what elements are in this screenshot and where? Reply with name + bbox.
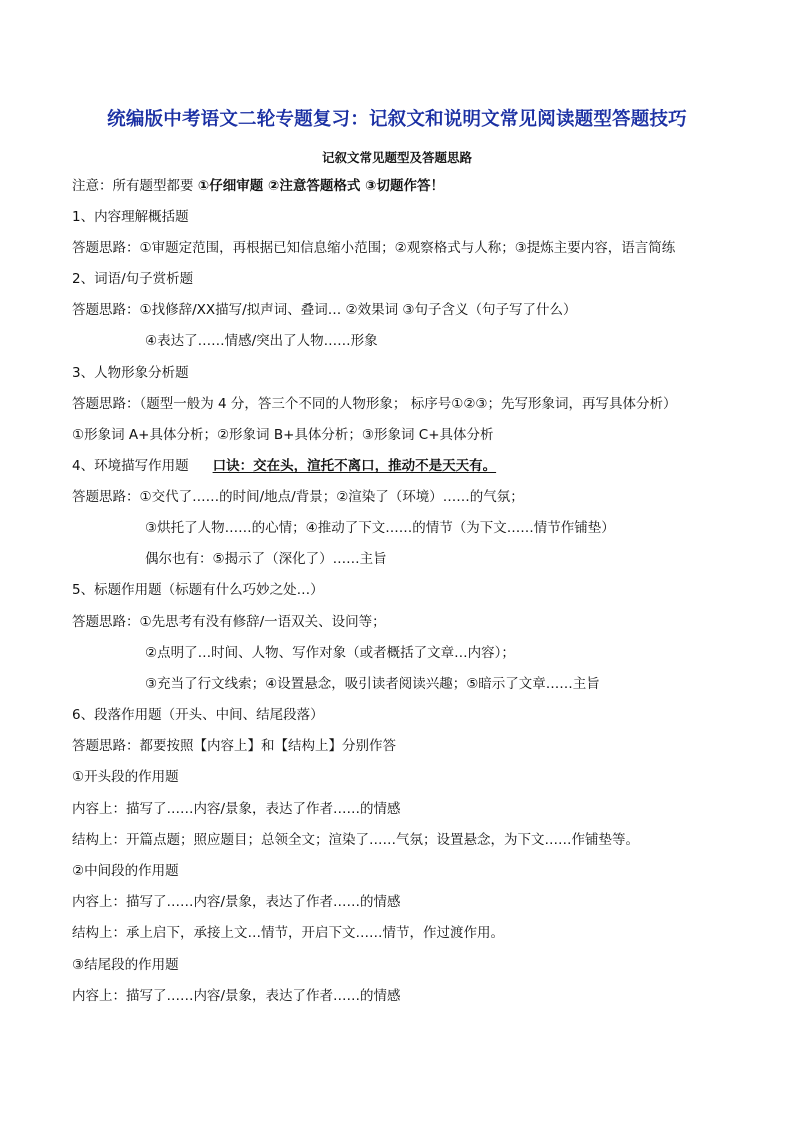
mnemonic: 口诀：交在头，渲托不离口，推动不是天天有。 bbox=[212, 458, 497, 474]
heading-3: 3、人物形象分析题 bbox=[72, 365, 189, 381]
note-line bbox=[72, 177, 444, 195]
answer-5c: ③充当了行文线索；④设置悬念，吸引读者阅读兴趣；⑤暗示了文章……主旨 bbox=[145, 676, 600, 692]
answer-2a: 答题思路：①找修辞/XX描写/拟声词、叠词… ②效果词 ③句子含义（句子写了什么） bbox=[72, 302, 577, 318]
answer-1: 答题思路：①审题定范围，再根据已知信息缩小范围；②观察格式与人称；③提炼主要内容，语言简练 bbox=[72, 240, 676, 256]
middle-heading: ②中间段的作用题 bbox=[72, 863, 179, 879]
heading-4-line bbox=[72, 457, 496, 475]
section-subtitle: 记叙文常见题型及答题思路 bbox=[321, 150, 472, 165]
answer-5a: 答题思路：①先思考有没有修辞/一语双关、设问等； bbox=[72, 614, 386, 630]
answer-6: 答题思路：都要按照【内容上】和【结构上】分别作答 bbox=[72, 738, 396, 754]
ending-heading: ③结尾段的作用题 bbox=[72, 957, 179, 973]
note-prefix: 注意：所有题型都要 bbox=[72, 178, 198, 194]
opening-content: 内容上：描写了……内容/景象，表达了作者……的情感 bbox=[72, 801, 401, 817]
heading-4: 4、环境描写作用题 bbox=[72, 458, 189, 474]
answer-2b: ④表达了……情感/突出了人物……形象 bbox=[145, 333, 378, 349]
ending-content: 内容上：描写了……内容/景象，表达了作者……的情感 bbox=[72, 988, 401, 1004]
opening-heading: ①开头段的作用题 bbox=[72, 769, 179, 785]
heading-5: 5、标题作用题（标题有什么巧妙之处…） bbox=[72, 582, 324, 598]
heading-2: 2、词语/句子赏析题 bbox=[72, 271, 194, 287]
answer-4c: 偶尔也有：⑤揭示了（深化了）……主旨 bbox=[145, 551, 387, 567]
middle-structure: 结构上：承上启下，承接上文…情节，开启下文……情节，作过渡作用。 bbox=[72, 925, 504, 941]
document-title: 统编版中考语文二轮专题复习：记叙文和说明文常见阅读题型答题技巧 bbox=[107, 109, 687, 130]
heading-6: 6、段落作用题（开头、中间、结尾段落） bbox=[72, 707, 324, 723]
answer-4b: ③烘托了人物……的心情；④推动了下文……的情节（为下文……情节作铺垫） bbox=[145, 520, 615, 536]
answer-4a: 答题思路：①交代了……的时间/地点/背景；②渲染了（环境）……的气氛； bbox=[72, 489, 524, 505]
answer-3b: ①形象词 A+具体分析；②形象词 B+具体分析；③形象词 C+具体分析 bbox=[72, 427, 494, 443]
note-emphasis: ①仔细审题 ②注意答题格式 ③切题作答！ bbox=[197, 178, 444, 194]
answer-3a: 答题思路：（题型一般为 4 分，答三个不同的人物形象； 标序号①②③；先写形象词，再写具体分析） bbox=[72, 396, 677, 412]
middle-content: 内容上：描写了……内容/景象，表达了作者……的情感 bbox=[72, 894, 401, 910]
heading-1: 1、内容理解概括题 bbox=[72, 209, 189, 225]
answer-5b: ②点明了…时间、人物、写作对象（或者概括了文章…内容）； bbox=[145, 645, 515, 661]
opening-structure: 结构上：开篇点题；照应题目；总领全文；渲染了……气氛；设置悬念，为下文……作铺垫等。 bbox=[72, 832, 639, 848]
